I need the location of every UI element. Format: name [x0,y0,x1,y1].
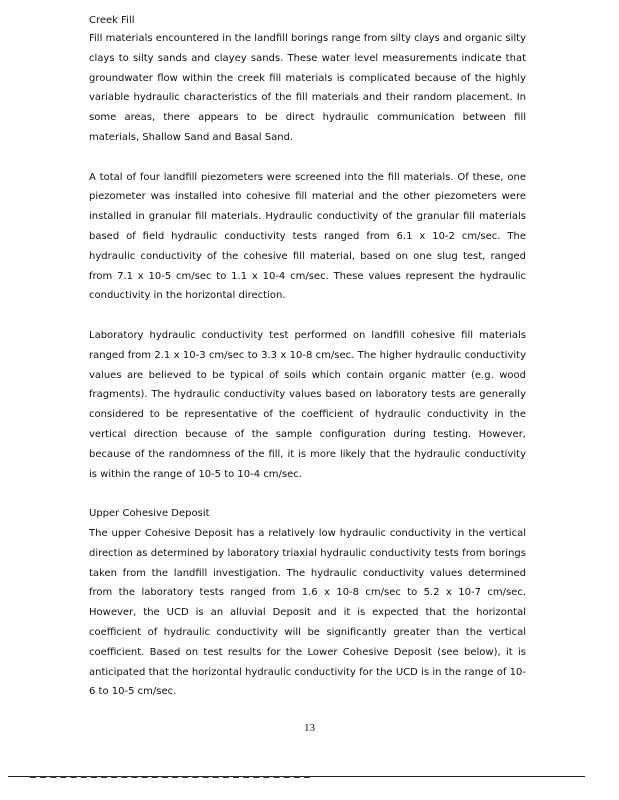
paragraph-creek-fill-materials: Fill materials encountered in the landfill borings range from silty clays and organic silty clays to silty sands and clayey sands. These water level measurements indicate that groundwater flow within the creek fill materials is complicated because of the highly variable hydraulic characteristics of the fill materials and their random placement. In some areas, there appears to be direct hydraulic communication between fill materials, Shallow Sand and Basal Sand. [89,33,526,143]
paragraph-spacer [89,148,526,168]
section-heading-upper-cohesive-deposit: Upper Cohesive Deposit [89,508,210,520]
paragraph-spacer [89,484,526,504]
paragraph-piezometers: A total of four landfill piezometers were screened into the fill materials. Of these, one piezometer was installed into cohesive fill material and the other piezometers were installed in granular fill materials. Hydraulic conductivity of the granular fill materials based of field hydraulic conductivity tests ranged from 6.1 x 10-2 cm/sec. The hydraulic conductivity of the cohesive fill material, based on one slug test, ranged from 7.1 x 10-5 cm/sec to 1.1 x 10-4 cm/sec. These values represent the hydraulic conductivity in the horizontal direction. [89,171,526,302]
section-heading-creek-fill: Creek Fill [89,15,135,26]
paragraph-upper-cohesive-deposit: The upper Cohesive Deposit has a relatively low hydraulic conductivity in the vertical direction as determined by laboratory triaxial hydraulic conductivity tests from borings taken from the landfill investigation. The hydraulic conductivity values determined from the laboratory tests ranged from 1.6 x 10-8 cm/sec to 5.2 x 10-7 cm/sec. However, the UCD is an alluvial Deposit and it is expected that the horizontal coefficient of hydraulic conductivity will be significantly greater than the vertical coefficient. Based on test results for the Lower Cohesive Deposit (see below), it is anticipated that the horizontal hydraulic conductivity for the UCD is in the range of 10-6 to 10-5 cm/sec. [89,527,526,698]
footer-rule-dashed-segment [30,776,310,778]
body-text [89,13,526,702]
page-number: 13 [304,722,315,734]
paragraph-laboratory-tests: Laboratory hydraulic conductivity test performed on landfill cohesive fill materials ranged from 2.1 x 10-3 cm/sec to 3.3 x 10-8 cm/sec. The higher hydraulic conductivity values are believed to be typical of soils which contain organic matter (e.g. wood fragments). The hydraulic conductivity values based on laboratory tests are generally considered to be representative of the coefficient of hydraulic conductivity in the vertical direction because of the sample configuration during testing. However, because of the randomness of the fill, it is more likely that the hydraulic conductivity is within the range of 10-5 to 10-4 cm/sec. [89,329,526,480]
paragraph-spacer [89,306,526,326]
